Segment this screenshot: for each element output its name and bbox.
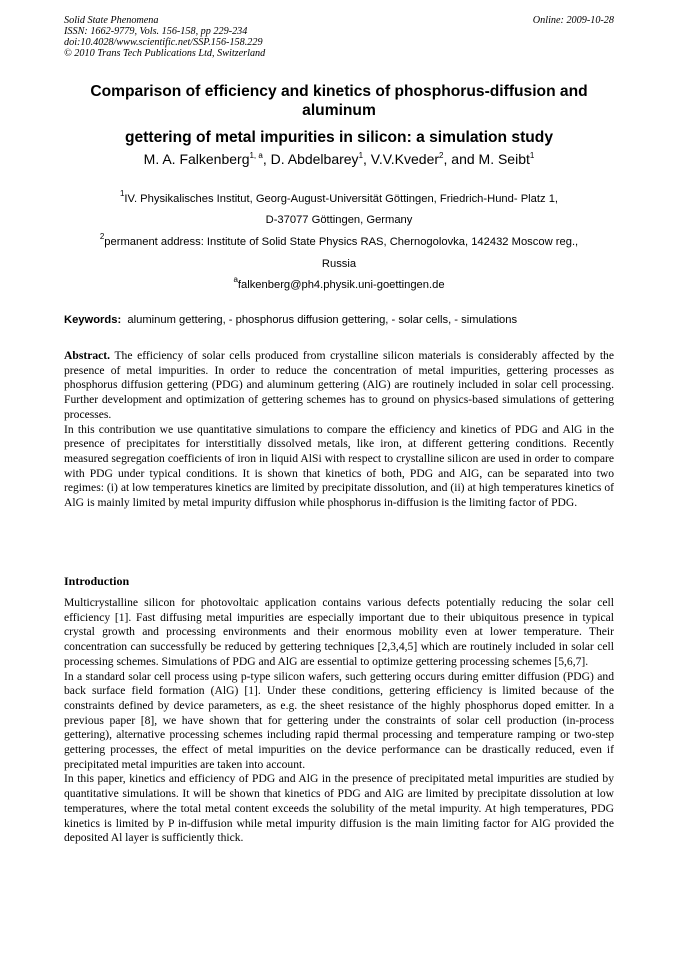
keywords [64, 313, 624, 327]
introduction-paragraph-3: In this paper, kinetics and efficiency of PDG and AlG in the presence of precipitated metal impurities are studied by quantitative simulations. It will be shown that kinetics of PDG and AlG are limited by precipitate dissolution at low temperatures, where the total metal content exceeds the solubility of the metal impurity. At high temperatures, PDG kinetics is limited by P in-diffusion while metal impurity diffusion is the main limiting factor for AlG provided the deposited Al layer is sufficiently thick. [64, 772, 614, 845]
keywords-label: Keywords: [64, 314, 122, 326]
affiliation-2-line-1 [40, 232, 638, 250]
introduction-paragraph-1: Multicrystalline silicon for photovoltaic application contains various defects potentially reducing the solar cell efficiency [1]. Fast diffusing metal impurities are especially important due to their ubiquitous presence in typical crystal growth and processing environments and their enormous mobility even at lower temperature. Their concentration can successfully be reduced by gettering techniques [2,3,4,5] which are routinely included in solar cell processing schemes. Simulations of PDG and AlG are essential to optimize gettering processing schemes [5,6,7]. [64, 596, 614, 668]
doi-line: doi:10.4028/www.scientific.net/SSP.156-158.229 [64, 37, 263, 48]
introduction-paragraph-2: In a standard solar cell process using p-type silicon wafers, such gettering occurs during emitter diffusion (PDG) and back surface field formation (AlG) [1]. Under these conditions, gettering efficiency is limited because of the constraints defined by device parameters, as e.g. the sheet resistance of the highly phosphorus doped emitter. In a previous paper [8], we have shown that for gettering under the constraints of solar cell production (in-process gettering), alternative processing schemes including rapid thermal processing and temperature ramping or two-step gettering processes, the effect of metal impurities on the device performance can be drastically reduced, even if precipitated metal impurities are taken into account. [64, 669, 614, 771]
affiliation-1-line-1 [40, 189, 638, 207]
journal-name: Solid State Phenomena [64, 15, 159, 26]
affiliation-2-text: permanent address: Institute of Solid State Physics RAS, Chernogolovka, 142432 Moscow reg., [104, 236, 579, 248]
author-list [40, 150, 638, 168]
abstract-p1-text: The efficiency of solar cells produced from crystalline silicon materials is considerably affected by the presence of metal impurities. In order to reduce the concentration of metal impurities, gettering processes as phosphorus diffusion gettering (PDG) and aluminum gettering (AlG) are routinely included in solar cell processing. Further development and optimization of gettering schemes has to ground on physics-based simulations of gettering processes. [64, 349, 614, 421]
title-line-3: gettering of metal impurities in silicon: a simulation study [124, 129, 554, 146]
author-1-sup: 1, a [249, 151, 263, 160]
author-2-sup: 1 [358, 151, 364, 160]
affiliation-2-line-2: Russia [321, 258, 357, 270]
abstract-label: Abstract. [64, 349, 111, 362]
abstract-paragraph-1 [64, 349, 614, 423]
author-3-name: , V.V.Kveder [363, 151, 440, 167]
online-date: Online: 2009-10-28 [532, 15, 614, 26]
abstract-paragraph-2: In this contribution we use quantitative simulations to compare the efficiency and kinetics of PDG and AlG in the presence of precipitates for interstitially dissolved metals, like iron, at different gettering conditions. Recently measured segregation coefficients of iron in liquid AlSi with respect to crystalline silicon are used in order to compare with PDG under typical conditions. It is shown that kinetics of both, PDG and AlG, can be separated into two regimes: (i) at low temperatures kinetics are limited by precipitate dissolution, and (ii) at high temperatures kinetics of AlG is mainly limited by metal impurity diffusion while phosphorus in-diffusion is the limiting factor of PDG. [64, 422, 614, 510]
affiliation-1-text: IV. Physikalisches Institut, Georg-August-Universität Göttingen, Friedrich-Hund- Platz 1, [124, 193, 559, 205]
author-3-sup: 2 [439, 151, 444, 160]
affiliation-1-line-2: D-37077 Göttingen, Germany [265, 214, 413, 226]
issn-line: ISSN: 1662-9779, Vols. 156-158, pp 229-234 [64, 26, 248, 37]
email-sup: a [233, 275, 238, 284]
email-address: falkenberg@ph4.physik.uni-goettingen.de [237, 279, 445, 291]
title-line-1: Comparison of efficiency and kinetics of phosphorus-diffusion and [90, 83, 588, 100]
affiliation-2-sup: 2 [99, 232, 105, 241]
email-line [40, 275, 638, 293]
affiliation-1-sup: 1 [119, 189, 125, 198]
author-1-name: M. A. Falkenberg [143, 151, 250, 167]
journal-header [64, 15, 464, 59]
author-4-name: , and M. Seibt [443, 151, 530, 167]
keywords-text: aluminum gettering, - phosphorus diffusion gettering, - solar cells, - simulations [127, 314, 518, 326]
author-4-sup: 1 [529, 151, 535, 160]
abstract [64, 349, 614, 511]
introduction-body [64, 596, 614, 846]
copyright-line: © 2010 Trans Tech Publications Ltd, Switzerland [64, 48, 266, 59]
title-line-2: aluminum [302, 102, 376, 119]
introduction-heading: Introduction [64, 574, 130, 588]
author-2-name: , D. Abdelbarey [262, 151, 359, 167]
